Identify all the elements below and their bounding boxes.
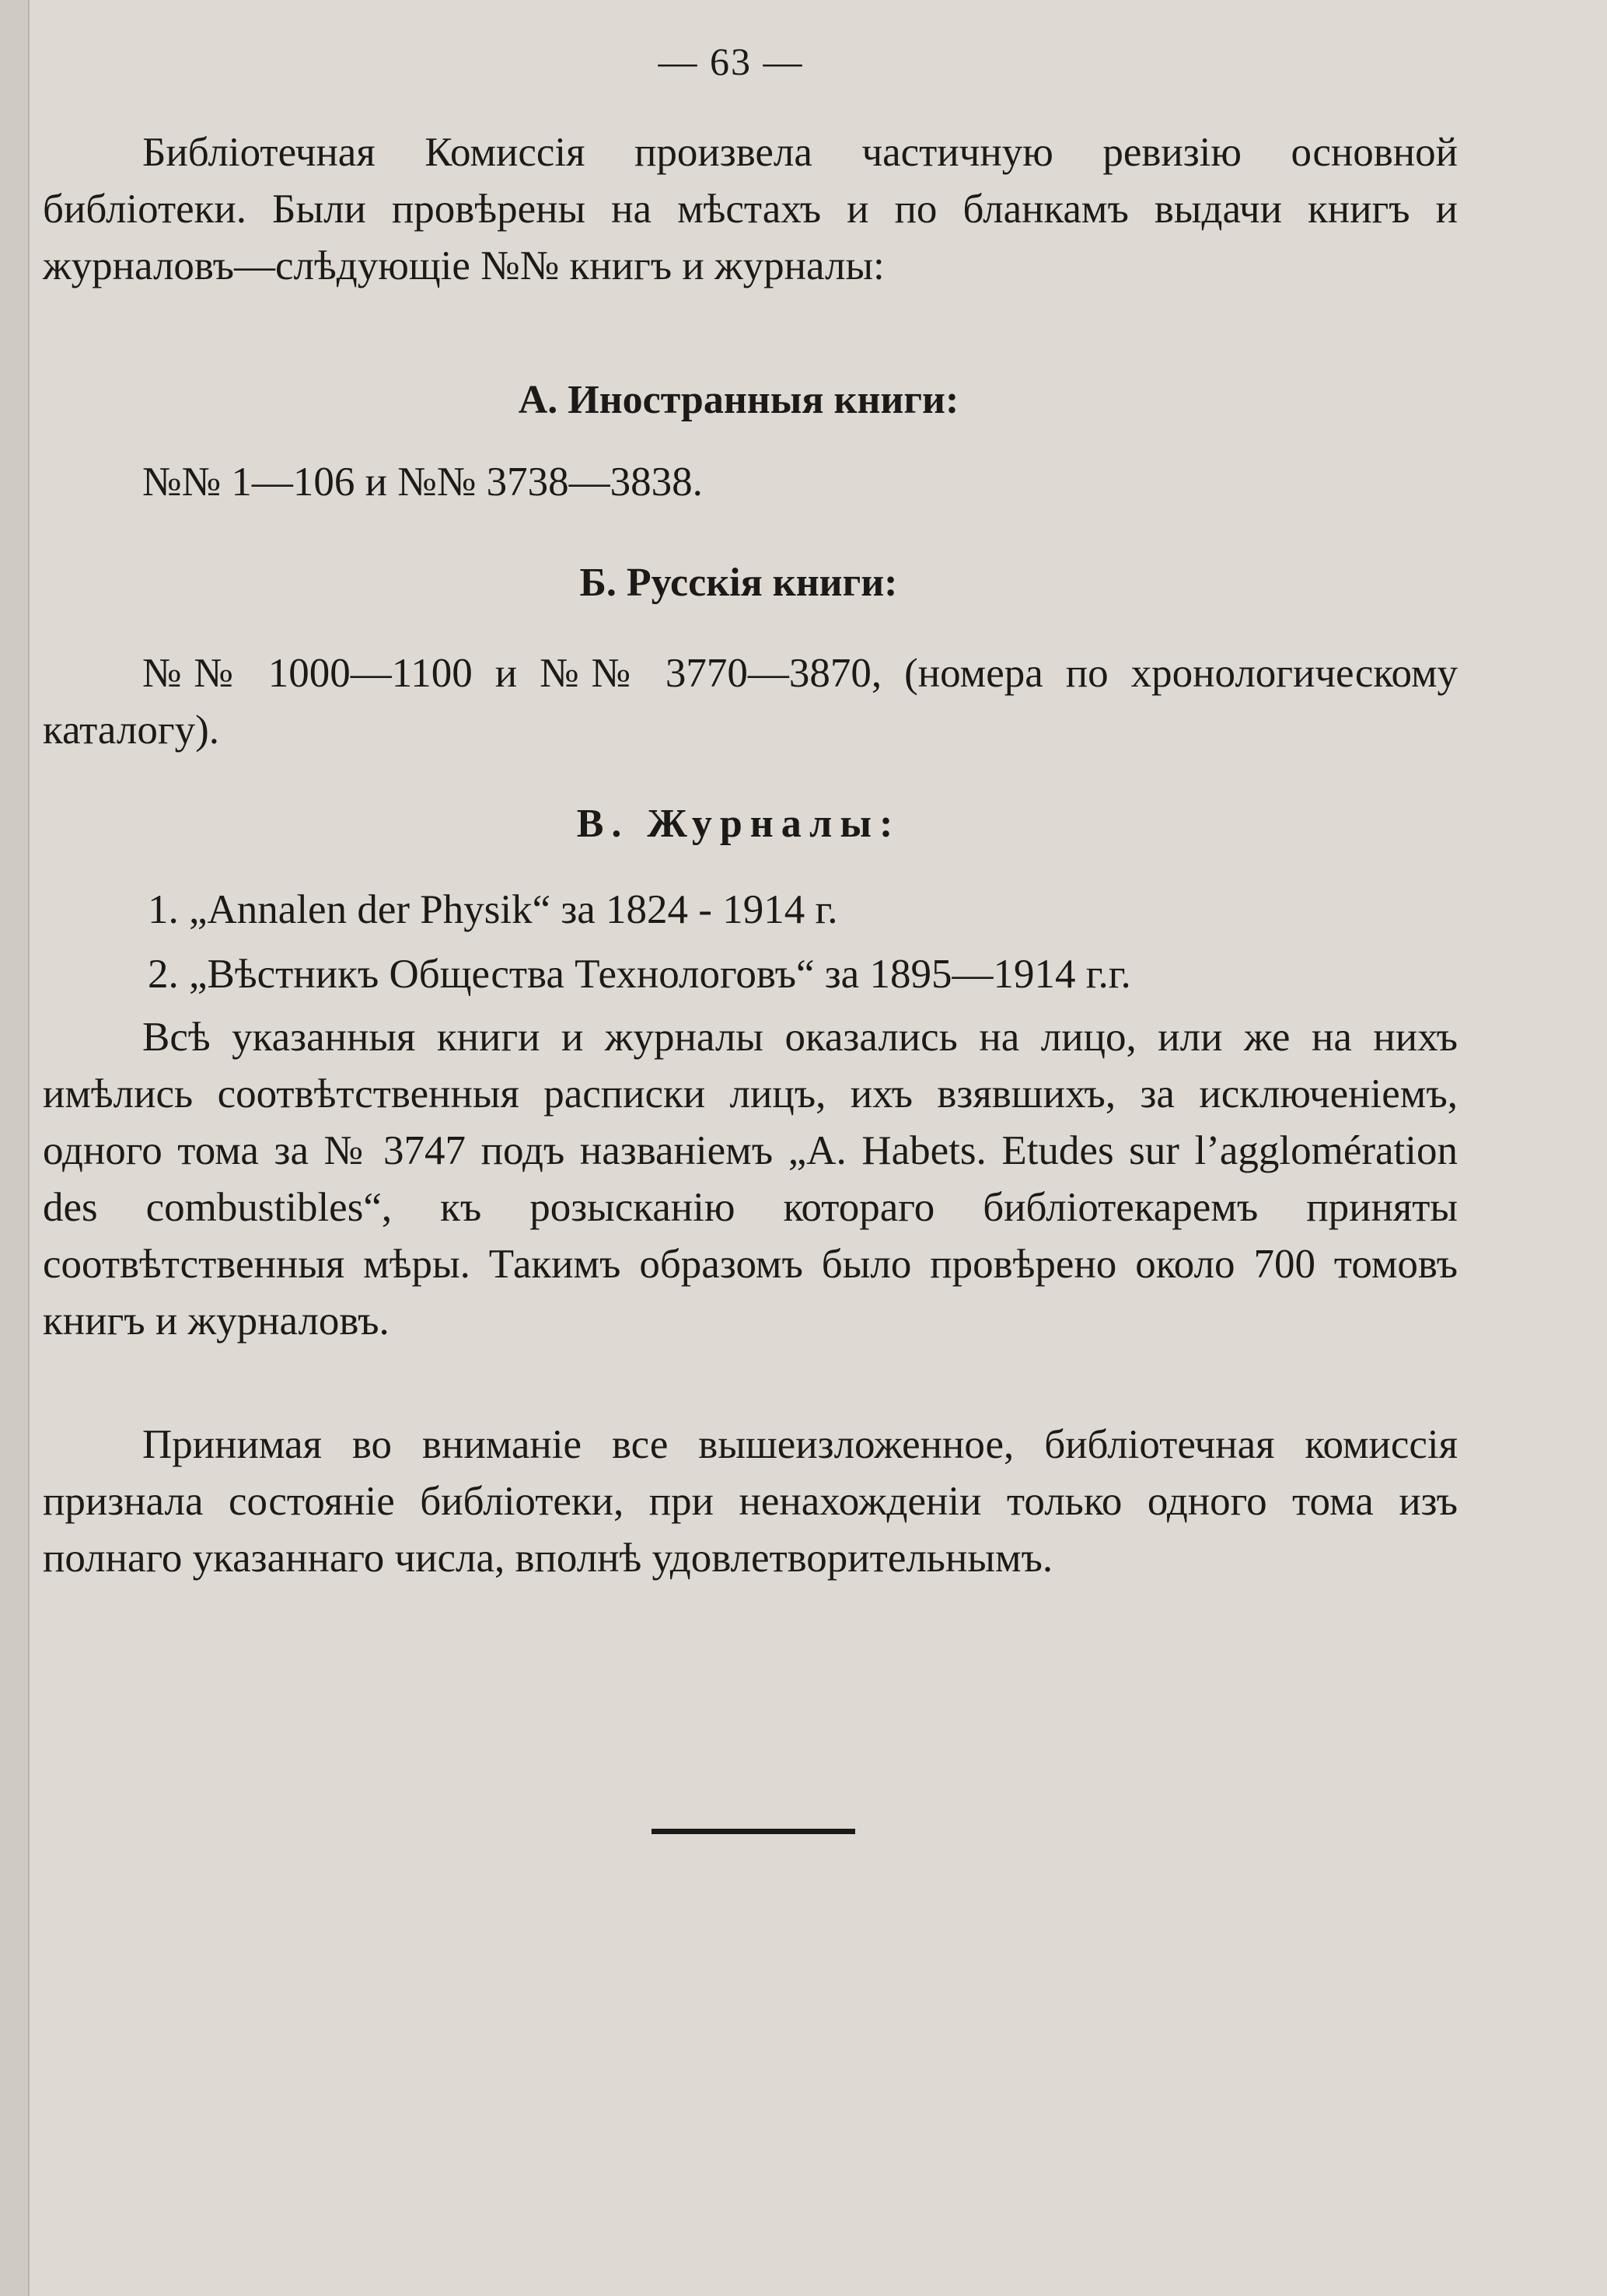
journal-item-1: 1. „Annalen der Physik“ за 1824 - 1914 г. <box>148 887 838 932</box>
section-a-text: №№ 1—106 и №№ 3738—3838. <box>142 460 703 505</box>
page-number: — 63 — <box>658 40 804 83</box>
section-b-heading: Б. Русскія книги: <box>579 561 898 605</box>
section-c-heading: В. Журналы: <box>576 802 901 846</box>
closing-rule <box>652 1829 855 1834</box>
verification-paragraph: Всѣ указанныя книги и журналы оказались на лицо, или же на нихъ имѣлись соотвѣтственныя расписки лицъ, ихъ взявшихъ, за исключеніемъ, одного тома за № 3747 подъ названіемъ „A. Habets. Etudes sur l’agglomération des combustibles“, къ розысканію котораго библіотекаремъ приняты соотвѣтственныя мѣры. Такимъ образомъ было провѣрено около 700 томовъ книгъ и журналовъ. <box>43 1015 1458 1344</box>
intro-paragraph: Библіотечная Комиссія произвела частичную ревизію основной библіотеки. Были провѣрены на мѣстахъ и по бланкамъ выдачи книгъ и журналовъ—слѣдующіе №№ книгъ и журналы: <box>43 130 1458 288</box>
section-a-heading: А. Иностранныя книги: <box>518 378 959 422</box>
section-b-text: №№ 1000—1100 и №№ 3770—3870, (номера по хронологическому каталогу). <box>43 651 1458 753</box>
page-binding-edge <box>0 0 30 2296</box>
journal-item-2: 2. „Вѣстникъ Общества Технологовъ“ за 1895—1914 г.г. <box>148 952 1131 997</box>
conclusion-paragraph: Принимая во вниманіе все вышеизложенное, библіотечная комиссія признала состояніе библіотеки, при ненахожденіи только одного тома изъ полнаго указаннаго числа, вполнѣ удовлетворительнымъ. <box>43 1422 1458 1581</box>
